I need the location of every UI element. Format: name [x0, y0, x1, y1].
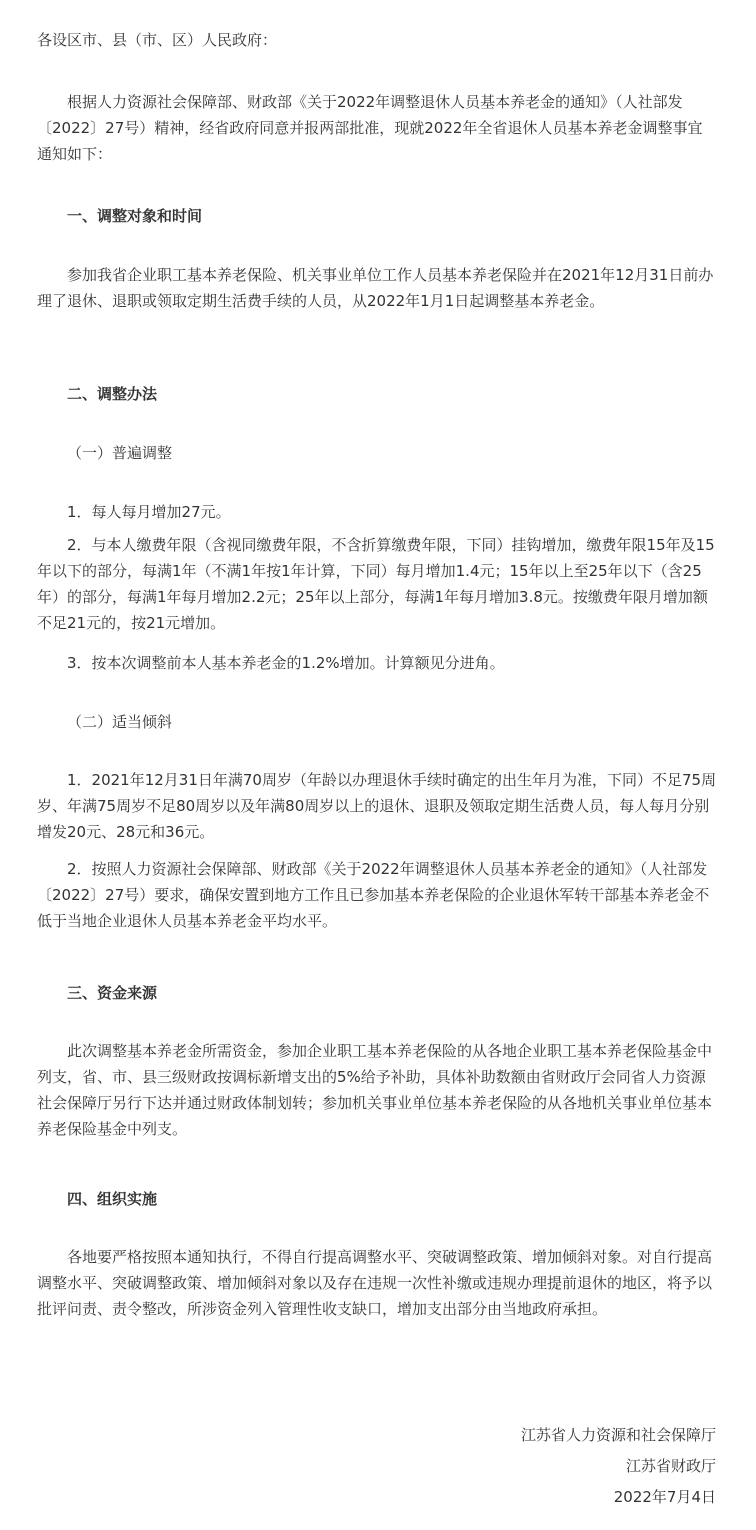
section-3-title: 三、资金来源	[67, 984, 158, 1002]
section-2-sub2-title: （二）适当倾斜	[67, 713, 173, 731]
section-2-title: 二、调整办法	[67, 385, 158, 403]
section-3-body: 此次调整基本养老金所需资金，参加企业职工基本养老保险的从各地企业职工基本养老保险基金中列支，省、市、县三级财政按调标新增支出的5%给予补助，具体补助数额由省财政厅会同省人力资源社会保障厅另行下达并通过财政体制划转；参加机关事业单位基本养老保险的从各地机关事业单位基本养老保险基金中列支。	[37, 1042, 713, 1138]
list-item: 3．按本次调整前本人基本养老金的1.2%增加。计算额见分进角。	[67, 654, 505, 672]
list-item: 2．与本人缴费年限（含视同缴费年限，不含折算缴费年限，下同）挂钩增加，缴费年限15年及15年以下的部分，每满1年（不满1年按1年计算，下同）每月增加1.4元；15年以上至25年以下（含25年）的部分，每满1年每月增加2.2元；25年以上部分，每满1年每月增加3.8元。按缴费年限月增加额不足21元的，按21元增加。	[37, 536, 715, 632]
signature-1: 江苏省人力资源和社会保障厅	[520, 1426, 716, 1444]
section-4-body: 各地要严格按照本通知执行，不得自行提高调整水平、突破调整政策、增加倾斜对象。对自行提高调整水平、突破调整政策、增加倾斜对象以及存在违规一次性补缴或违规办理提前退休的地区，将予以批评问责、责令整改，所涉资金列入管理性收支缺口，增加支出部分由当地政府承担。	[37, 1248, 713, 1318]
section-1-title: 一、调整对象和时间	[67, 207, 203, 225]
section-4-title: 四、组织实施	[67, 1190, 158, 1208]
signature-2: 江苏省财政厅	[625, 1457, 716, 1475]
intro-paragraph: 根据人力资源社会保障部、财政部《关于2022年调整退休人员基本养老金的通知》（人社部发〔2022〕27号）精神，经省政府同意并报两部批准，现就2022年全省退休人员基本养老金调整事宜通知如下：	[37, 93, 703, 163]
salutation: 各设区市、县（市、区）人民政府：	[37, 31, 278, 49]
issue-date: 2022年7月4日	[613, 1488, 716, 1506]
section-2-sub1-title: （一）普遍调整	[67, 444, 173, 462]
list-item: 1．每人每月增加27元。	[67, 503, 231, 521]
list-item: 1．2021年12月31日年满70周岁（年龄以办理退休手续时确定的出生年月为准，下同）不足75周岁、年满75周岁不足80周岁以及年满80周岁以上的退休、退职及领取定期生活费人员，每人每月分别增发20元、28元和36元。	[37, 771, 717, 841]
list-item: 2．按照人力资源社会保障部、财政部《关于2022年调整退休人员基本养老金的通知》（人社部发〔2022〕27号）要求，确保安置到地方工作且已参加基本养老保险的企业退休军转干部基本养老金不低于当地企业退休人员基本养老金平均水平。	[37, 860, 710, 930]
section-1-body: 参加我省企业职工基本养老保险、机关事业单位工作人员基本养老保险并在2021年12月31日前办理了退休、退职或领取定期生活费手续的人员，从2022年1月1日起调整基本养老金。	[37, 266, 714, 310]
